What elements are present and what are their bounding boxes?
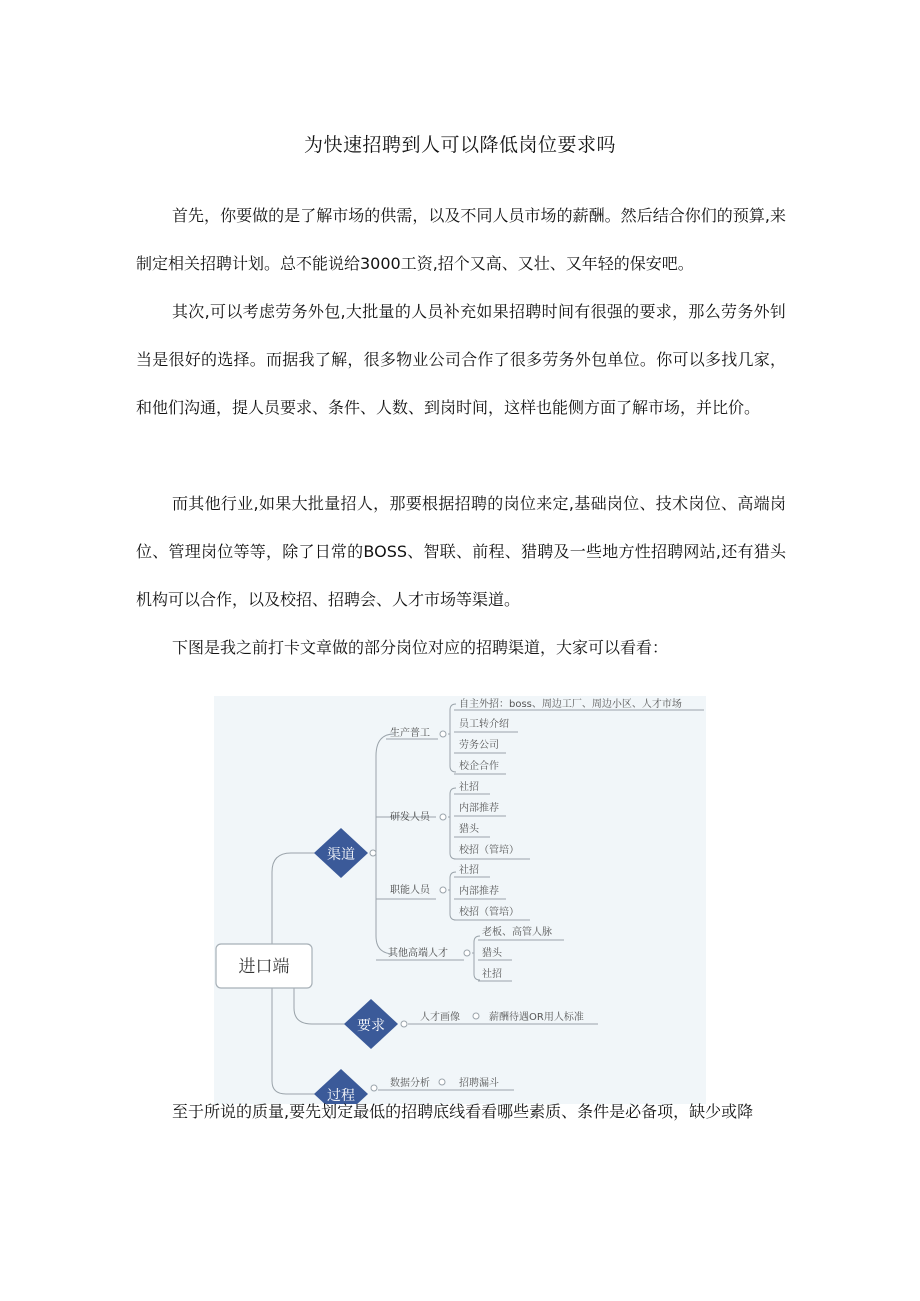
paragraph-1: 首先，你要做的是了解市场的供需，以及不同人员市场的薪酬。然后结合你们的预算,来制定相关招聘计划。总不能说给3000工资,招个又高、又壮、又年轻的保安吧。 xyxy=(136,206,786,273)
root-node-label: 进口端 xyxy=(238,957,290,977)
channel-upper-trunk xyxy=(376,734,394,853)
channel-node-label: 渠道 xyxy=(327,847,355,863)
paragraph-3: 而其他行业,如果大批量招人，那要根据招聘的岗位来定,基础岗位、技术岗位、高端岗位、管理岗位等等，除了日常的BOSS、智联、前程、猎聘及一些地方性招聘网站,还有猎头机构可以合作，以及校招、招聘会、人才市场等渠道。 xyxy=(136,494,786,609)
require-node xyxy=(344,999,598,1049)
root-to-require-connector xyxy=(294,988,346,1024)
rnd-item-4: 校招（管培） xyxy=(459,845,519,856)
production-item-2: 员工转介绍 xyxy=(459,719,509,730)
rnd-item-2: 内部推荐 xyxy=(459,803,499,814)
channel-lower-trunk xyxy=(376,853,394,954)
mindmap-svg xyxy=(214,696,706,1104)
root-node xyxy=(216,944,312,988)
production-item-4: 校企合作 xyxy=(459,761,499,772)
root-to-channel-connector xyxy=(272,853,318,944)
functional-item-1: 社招 xyxy=(459,865,479,876)
production-item-1: 自主外招：boss、周边工厂、周边小区、人才市场 xyxy=(459,699,682,710)
process-item-1: 数据分析 xyxy=(390,1078,430,1089)
recruitment-channel-mindmap xyxy=(214,696,706,1104)
senior-item-1: 老板、高管人脉 xyxy=(482,927,552,938)
category-rnd-label: 研发人员 xyxy=(390,812,430,823)
category-senior-talent xyxy=(376,925,564,981)
category-production-label: 生产普工 xyxy=(390,728,430,739)
require-node-label: 要求 xyxy=(357,1018,385,1034)
process-item-2: 招聘漏斗 xyxy=(459,1078,499,1089)
senior-item-2: 猎头 xyxy=(482,948,502,959)
category-functional-label: 职能人员 xyxy=(390,885,430,896)
channel-node xyxy=(314,828,376,878)
require-item-2: 薪酬待遇OR用人标准 xyxy=(489,1012,584,1023)
category-production-workers xyxy=(386,697,704,774)
paragraph-2: 其次,可以考虑劳务外包,大批量的人员补充如果招聘时间有很强的要求，那么劳务外钊当是很好的选择。而据我了解，很多物业公司合作了很多劳务外包单位。你可以多找几家，和他们沟通，提人员要求、条件、人数、到岗时间，这样也能侧方面了解市场，并比价。 xyxy=(136,302,786,417)
category-functional-staff xyxy=(390,863,530,920)
require-item-1: 人才画像 xyxy=(420,1012,460,1023)
production-item-3: 劳务公司 xyxy=(459,740,499,751)
category-senior-label: 其他高端人才 xyxy=(388,948,448,959)
functional-item-3: 校招（管培） xyxy=(459,907,519,918)
category-rnd-staff xyxy=(390,780,530,859)
process-node-label: 过程 xyxy=(327,1088,355,1104)
paragraph-4: 下图是我之前打卡文章做的部分岗位对应的招聘渠道，大家可以看看： xyxy=(172,638,669,657)
document-title: 为快速招聘到人可以降低岗位要求吗 xyxy=(303,134,616,156)
rnd-item-3: 猎头 xyxy=(459,824,479,835)
rnd-item-1: 社招 xyxy=(459,782,479,793)
functional-item-2: 内部推荐 xyxy=(459,886,499,897)
paragraph-5: 至于所说的质量,要先划定最低的招聘底线看看哪些素质、条件是必备项，缺少或降 xyxy=(172,1102,754,1121)
root-to-process-connector xyxy=(272,988,318,1094)
senior-item-3: 社招 xyxy=(482,969,502,980)
